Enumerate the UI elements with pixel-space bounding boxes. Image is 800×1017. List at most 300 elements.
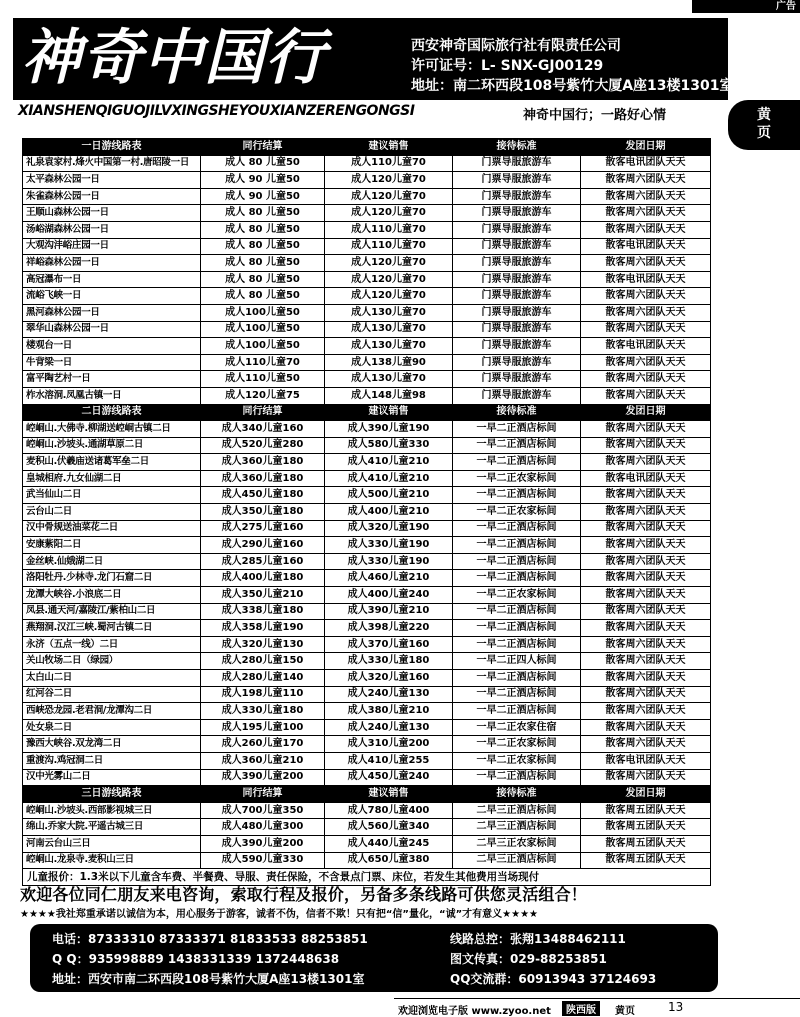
wholesale-price: 成人360儿童210 [201, 752, 325, 769]
service-standard: 一早二正酒店标间 [453, 636, 581, 653]
section-header-row [23, 786, 711, 803]
retail-price: 成人390儿童190 [325, 421, 453, 438]
route-name: 武当仙山二日 [23, 487, 201, 504]
departure-date: 散客周六团队天天 [581, 221, 711, 238]
route-name: 楼观台一日 [23, 338, 201, 355]
departure-date: 散客周六团队天天 [581, 421, 711, 438]
departure-date: 散客周六团队天天 [581, 736, 711, 753]
retail-price: 成人560儿童340 [325, 819, 453, 836]
table-row [23, 470, 711, 487]
table-row [23, 387, 711, 404]
qq-row [52, 950, 339, 967]
service-standard: 一早二正酒店标间 [453, 703, 581, 720]
wholesale-price: 成人400儿童180 [201, 570, 325, 587]
departure-date: 散客电讯团队天天 [581, 752, 711, 769]
wholesale-price: 成人 90 儿童50 [201, 172, 325, 189]
retail-price: 成人120儿童70 [325, 271, 453, 288]
footer-site: 欢迎浏览电子版 www.zyoo.net [398, 1006, 551, 1017]
table-row [23, 587, 711, 604]
table-row [23, 271, 711, 288]
route-name: 龙潭大峡谷.小浪底二日 [23, 587, 201, 604]
table-row [23, 802, 711, 819]
table-row [23, 221, 711, 238]
wholesale-price: 成人330儿童180 [201, 703, 325, 720]
route-name: 皇城相府.九女仙湖二日 [23, 470, 201, 487]
departure-date: 散客周六团队天天 [581, 620, 711, 637]
service-standard: 门票导服旅游车 [453, 338, 581, 355]
fax-value: 029-88253851 [510, 952, 607, 966]
route-name: 汉中骨规送油菜花二日 [23, 520, 201, 537]
footer-section: 黄页 [615, 1006, 635, 1017]
departure-date: 散客周六团队天天 [581, 603, 711, 620]
departure-date: 散客周六团队天天 [581, 205, 711, 222]
wholesale-price: 成人110儿童70 [201, 354, 325, 371]
route-name: 豫西大峡谷.双龙湾二日 [23, 736, 201, 753]
departure-date: 散客周六团队天天 [581, 520, 711, 537]
retail-price: 成人110儿童70 [325, 238, 453, 255]
route-name: 凤县.通天河/嘉陵江/紫柏山二日 [23, 603, 201, 620]
departure-date: 散客周六团队天天 [581, 454, 711, 471]
service-standard: 一早二正农家住宿 [453, 719, 581, 736]
retail-price: 成人110儿童70 [325, 155, 453, 172]
departure-date: 散客周六团队天天 [581, 354, 711, 371]
service-standard: 一早二正农家标间 [453, 504, 581, 521]
retail-price: 成人370儿童160 [325, 636, 453, 653]
route-table-body [23, 139, 711, 886]
departure-date: 散客周六团队天天 [581, 487, 711, 504]
retail-price: 成人650儿童380 [325, 852, 453, 869]
pinyin-bar [13, 102, 728, 124]
service-standard: 门票导服旅游车 [453, 238, 581, 255]
wholesale-price: 成人700儿童350 [201, 802, 325, 819]
retail-price: 成人310儿童200 [325, 736, 453, 753]
address-label: 地址： [52, 972, 89, 986]
table-row [23, 205, 711, 222]
retail-price: 成人120儿童70 [325, 288, 453, 305]
qq-group-label: QQ交流群： [450, 972, 519, 986]
service-standard: 一早二正农家标间 [453, 470, 581, 487]
wholesale-price: 成人100儿童50 [201, 321, 325, 338]
service-standard: 门票导服旅游车 [453, 371, 581, 388]
retail-price: 成人120儿童70 [325, 172, 453, 189]
retail-price: 成人330儿童190 [325, 537, 453, 554]
retail-price: 成人450儿童240 [325, 769, 453, 786]
phone-numbers: 87333310 87333371 81833533 88253851 [88, 932, 368, 946]
departure-date: 散客周六团队天天 [581, 653, 711, 670]
departure-date: 散客周六团队天天 [581, 719, 711, 736]
route-name: 燕翔洞.汉江三峡.蜀河古镇二日 [23, 620, 201, 637]
departure-date: 散客周六团队天天 [581, 570, 711, 587]
child-price-note: 儿童报价：1.3米以下儿童含车费、半餐费、导服、责任保险，不含景点门票、床位，若发生其他费用当场现付 [23, 869, 711, 886]
service-standard: 二早三正酒店标间 [453, 802, 581, 819]
retail-price: 成人110儿童70 [325, 221, 453, 238]
table-row [23, 155, 711, 172]
fax-row [450, 950, 607, 967]
phone-row [52, 930, 368, 947]
departure-date: 散客电讯团队天天 [581, 470, 711, 487]
route-name: 崆峒山.沙坡头.西部影视城三日 [23, 802, 201, 819]
route-name: 崆峒山.大佛寺.柳湖送崆峒古镇二日 [23, 421, 201, 438]
route-name: 富平陶艺村一日 [23, 371, 201, 388]
route-name: 崆峒山.龙泉寺.麦积山三日 [23, 852, 201, 869]
service-standard: 门票导服旅游车 [453, 354, 581, 371]
service-standard: 门票导服旅游车 [453, 271, 581, 288]
service-standard: 门票导服旅游车 [453, 172, 581, 189]
table-row [23, 520, 711, 537]
column-header: 同行结算 [201, 786, 325, 803]
retail-price: 成人398儿童220 [325, 620, 453, 637]
service-standard: 一早二正酒店标间 [453, 603, 581, 620]
retail-price: 成人440儿童245 [325, 835, 453, 852]
wholesale-price: 成人480儿童300 [201, 819, 325, 836]
service-standard: 一早二正农家标间 [453, 736, 581, 753]
column-header: 同行结算 [201, 139, 325, 156]
table-row [23, 354, 711, 371]
table-row [23, 852, 711, 869]
wholesale-price: 成人390儿童200 [201, 769, 325, 786]
table-row [23, 670, 711, 687]
route-name: 柞水溶洞.凤凰古镇一日 [23, 387, 201, 404]
service-standard: 门票导服旅游车 [453, 155, 581, 172]
service-standard: 一早二正酒店标间 [453, 686, 581, 703]
route-name: 安康紫阳二日 [23, 537, 201, 554]
route-name: 高冠瀑布一日 [23, 271, 201, 288]
table-row [23, 255, 711, 272]
route-name: 关山牧场二日（绿园） [23, 653, 201, 670]
service-standard: 一早二正酒店标间 [453, 537, 581, 554]
departure-date: 散客周六团队天天 [581, 255, 711, 272]
service-standard: 门票导服旅游车 [453, 255, 581, 272]
route-name: 大观沟沣峪庄园一日 [23, 238, 201, 255]
column-header: 接待标准 [453, 786, 581, 803]
tab-char: 页 [757, 125, 771, 141]
wholesale-price: 成人280儿童150 [201, 653, 325, 670]
motto-text: ★★★★我社郑重承诺以诚信为本，用心服务于游客，诚者不伪，信者不欺！只有把“信”量化，“诚”才有意义★★★★ [20, 909, 539, 920]
departure-date: 散客周六团队天天 [581, 769, 711, 786]
table-row [23, 537, 711, 554]
retail-price: 成人130儿童70 [325, 371, 453, 388]
departure-date: 散客周六团队天天 [581, 587, 711, 604]
wholesale-price: 成人 80 儿童50 [201, 271, 325, 288]
route-name: 太平森林公园一日 [23, 172, 201, 189]
departure-date: 散客周六团队天天 [581, 504, 711, 521]
route-name: 王顺山森林公园一日 [23, 205, 201, 222]
wholesale-price: 成人320儿童130 [201, 636, 325, 653]
wholesale-price: 成人340儿童160 [201, 421, 325, 438]
wholesale-price: 成人275儿童160 [201, 520, 325, 537]
table-row [23, 752, 711, 769]
column-header: 建议销售 [325, 139, 453, 156]
yellow-pages-tab [728, 100, 800, 150]
contact-box [30, 924, 718, 992]
retail-price: 成人148儿童98 [325, 387, 453, 404]
column-header: 建议销售 [325, 786, 453, 803]
departure-date: 散客周六团队天天 [581, 188, 711, 205]
retail-price: 成人120儿童70 [325, 205, 453, 222]
wholesale-price: 成人100儿童50 [201, 338, 325, 355]
retail-price: 成人320儿童160 [325, 670, 453, 687]
company-name: 西安神奇国际旅行社有限责任公司 [411, 38, 621, 54]
table-row [23, 620, 711, 637]
departure-date: 散客周五团队天天 [581, 802, 711, 819]
table-row [23, 238, 711, 255]
service-standard: 门票导服旅游车 [453, 288, 581, 305]
departure-date: 散客周五团队天天 [581, 852, 711, 869]
page-number: 13 [668, 1000, 684, 1014]
section-header-row [23, 404, 711, 421]
qq-numbers: 935998889 1438331339 1372448638 [88, 952, 340, 966]
route-name: 祥峪森林公园一日 [23, 255, 201, 272]
route-name: 红河谷二日 [23, 686, 201, 703]
tab-char: 黄 [757, 107, 771, 123]
column-header: 三日游线路表 [23, 786, 201, 803]
license-number: 许可证号：L- SNX-GJ00129 [411, 58, 604, 74]
table-row [23, 819, 711, 836]
departure-date: 散客周六团队天天 [581, 670, 711, 687]
departure-date: 散客周六团队天天 [581, 172, 711, 189]
route-name: 处女泉二日 [23, 719, 201, 736]
service-standard: 门票导服旅游车 [453, 188, 581, 205]
route-name: 流峪飞峡一日 [23, 288, 201, 305]
wholesale-price: 成人450儿童180 [201, 487, 325, 504]
departure-date: 散客周五团队天天 [581, 835, 711, 852]
column-header: 建议销售 [325, 404, 453, 421]
table-row [23, 304, 711, 321]
route-name: 绵山.乔家大院.平遥古城三日 [23, 819, 201, 836]
service-standard: 一早二正四人标间 [453, 653, 581, 670]
table-row [23, 188, 711, 205]
qq-group-value: 60913943 37124693 [518, 972, 657, 986]
wholesale-price: 成人 80 儿童50 [201, 288, 325, 305]
table-row [23, 736, 711, 753]
route-name: 西峡恐龙园.老君洞/龙潭沟二日 [23, 703, 201, 720]
table-row [23, 603, 711, 620]
retail-price: 成人120儿童70 [325, 255, 453, 272]
retail-price: 成人400儿童210 [325, 504, 453, 521]
company-info [411, 36, 734, 96]
service-standard: 门票导服旅游车 [453, 304, 581, 321]
table-row [23, 835, 711, 852]
retail-price: 成人240儿童130 [325, 719, 453, 736]
wholesale-price: 成人520儿童280 [201, 437, 325, 454]
departure-date: 散客周六团队天天 [581, 387, 711, 404]
service-standard: 门票导服旅游车 [453, 221, 581, 238]
route-name: 麦积山.伏羲庙送诸葛军垒二日 [23, 454, 201, 471]
departure-date: 散客周六团队天天 [581, 686, 711, 703]
service-standard: 二早三正酒店标间 [453, 852, 581, 869]
wholesale-price: 成人290儿童160 [201, 537, 325, 554]
wholesale-price: 成人260儿童170 [201, 736, 325, 753]
wholesale-price: 成人 80 儿童50 [201, 221, 325, 238]
table-row [23, 288, 711, 305]
departure-date: 散客周六团队天天 [581, 636, 711, 653]
retail-price: 成人330儿童180 [325, 653, 453, 670]
departure-date: 散客周六团队天天 [581, 537, 711, 554]
column-header: 一日游线路表 [23, 139, 201, 156]
table-row [23, 653, 711, 670]
route-name: 牛背梁一日 [23, 354, 201, 371]
service-standard: 二早三正农家标间 [453, 835, 581, 852]
retail-price: 成人410儿童255 [325, 752, 453, 769]
table-row [23, 769, 711, 786]
brand-logo: 神奇中国行 [21, 23, 326, 93]
retail-price: 成人320儿童190 [325, 520, 453, 537]
route-name: 重渡沟.鸡冠洞二日 [23, 752, 201, 769]
manager-label: 线路总控： [450, 932, 511, 946]
wholesale-price: 成人590儿童330 [201, 852, 325, 869]
departure-date: 散客电讯团队天天 [581, 155, 711, 172]
service-standard: 一早二正酒店标间 [453, 670, 581, 687]
table-row [23, 321, 711, 338]
route-name: 汤峪湖森林公园一日 [23, 221, 201, 238]
slogan: 神奇中国行；一路好心情 [523, 108, 667, 123]
fax-label: 图文传真： [450, 952, 511, 966]
wholesale-price: 成人350儿童180 [201, 504, 325, 521]
wholesale-price: 成人120儿童75 [201, 387, 325, 404]
table-row [23, 686, 711, 703]
company-address: 地址：南二环西段108号紫竹大厦A座13楼1301室 [411, 78, 734, 94]
service-standard: 一早二正酒店标间 [453, 487, 581, 504]
wholesale-price: 成人390儿童200 [201, 835, 325, 852]
departure-date: 散客电讯团队天天 [581, 271, 711, 288]
wholesale-price: 成人 80 儿童50 [201, 238, 325, 255]
header-banner [13, 18, 734, 100]
departure-date: 散客周五团队天天 [581, 819, 711, 836]
table-row [23, 421, 711, 438]
column-header: 二日游线路表 [23, 404, 201, 421]
retail-price: 成人580儿童330 [325, 437, 453, 454]
service-standard: 二早三正酒店标间 [453, 819, 581, 836]
page-footer [0, 998, 800, 1017]
wholesale-price: 成人110儿童50 [201, 371, 325, 388]
wholesale-price: 成人 80 儿童50 [201, 205, 325, 222]
wholesale-price: 成人285儿童160 [201, 553, 325, 570]
ad-tag: 广告 [692, 0, 800, 13]
address-row [52, 970, 364, 987]
retail-price: 成人330儿童190 [325, 553, 453, 570]
route-name: 河南云台山三日 [23, 835, 201, 852]
departure-date: 散客周六团队天天 [581, 703, 711, 720]
route-name: 崆峒山.沙坡头.通湖草原二日 [23, 437, 201, 454]
service-standard: 一早二正酒店标间 [453, 421, 581, 438]
section-header-row [23, 139, 711, 156]
service-standard: 门票导服旅游车 [453, 387, 581, 404]
wholesale-price: 成人360儿童180 [201, 470, 325, 487]
retail-price: 成人138儿童90 [325, 354, 453, 371]
retail-price: 成人780儿童400 [325, 802, 453, 819]
retail-price: 成人390儿童210 [325, 603, 453, 620]
route-name: 黑河森林公园一日 [23, 304, 201, 321]
departure-date: 散客电讯团队天天 [581, 238, 711, 255]
service-standard: 门票导服旅游车 [453, 205, 581, 222]
service-standard: 一早二正酒店标间 [453, 437, 581, 454]
address-value: 西安市南二环西段108号紫竹大厦A座13楼1301室 [88, 972, 365, 986]
retail-price: 成人410儿童210 [325, 454, 453, 471]
wholesale-price: 成人338儿童180 [201, 603, 325, 620]
route-name: 朱雀森林公园一日 [23, 188, 201, 205]
service-standard: 一早二正酒店标间 [453, 520, 581, 537]
service-standard: 一早二正酒店标间 [453, 769, 581, 786]
departure-date: 散客电讯团队天天 [581, 338, 711, 355]
retail-price: 成人410儿童210 [325, 470, 453, 487]
retail-price: 成人130儿童70 [325, 304, 453, 321]
wholesale-price: 成人358儿童190 [201, 620, 325, 637]
table-row [23, 636, 711, 653]
service-standard: 一早二正酒店标间 [453, 553, 581, 570]
departure-date: 散客周六团队天天 [581, 304, 711, 321]
route-name: 翠华山森林公园一日 [23, 321, 201, 338]
retail-price: 成人400儿童240 [325, 587, 453, 604]
footer-divider [394, 998, 800, 999]
service-standard: 门票导服旅游车 [453, 321, 581, 338]
table-row [23, 719, 711, 736]
table-row [23, 570, 711, 587]
column-header: 发团日期 [581, 786, 711, 803]
route-name: 洛阳牡丹.少林寺.龙门石窟二日 [23, 570, 201, 587]
table-row [23, 504, 711, 521]
column-header: 发团日期 [581, 404, 711, 421]
qq-group-row [450, 970, 656, 987]
route-name: 云台山二日 [23, 504, 201, 521]
retail-price: 成人380儿童210 [325, 703, 453, 720]
route-name: 金丝峡.仙娥湖二日 [23, 553, 201, 570]
table-row [23, 371, 711, 388]
wholesale-price: 成人350儿童210 [201, 587, 325, 604]
column-header: 接待标准 [453, 404, 581, 421]
retail-price: 成人130儿童70 [325, 321, 453, 338]
route-name: 太白山二日 [23, 670, 201, 687]
retail-price: 成人120儿童70 [325, 188, 453, 205]
retail-price: 成人130儿童70 [325, 338, 453, 355]
company-pinyin: XIANSHENQIGUOJILVXINGSHEYOUXIANZERENGONGSI [18, 103, 415, 119]
wholesale-price: 成人360儿童180 [201, 454, 325, 471]
wholesale-price: 成人 80 儿童50 [201, 155, 325, 172]
column-header: 同行结算 [201, 404, 325, 421]
route-table [22, 138, 711, 886]
service-standard: 一早二正农家标间 [453, 752, 581, 769]
service-standard: 一早二正酒店标间 [453, 454, 581, 471]
table-row [23, 553, 711, 570]
phone-label: 电话： [52, 932, 89, 946]
departure-date: 散客周六团队天天 [581, 321, 711, 338]
manager-value: 张翔13488462111 [510, 932, 626, 946]
table-row [23, 437, 711, 454]
service-standard: 一早二正酒店标间 [453, 570, 581, 587]
wholesale-price: 成人 80 儿童50 [201, 255, 325, 272]
wholesale-price: 成人195儿童100 [201, 719, 325, 736]
route-name: 礼泉袁家村.烽火中国第一村.唐昭陵一日 [23, 155, 201, 172]
route-name: 永济（五点一线）二日 [23, 636, 201, 653]
service-standard: 一早二正农家标间 [453, 587, 581, 604]
departure-date: 散客周六团队天天 [581, 288, 711, 305]
wholesale-price: 成人198儿童110 [201, 686, 325, 703]
qq-label: Q Q： [52, 952, 89, 966]
wholesale-price: 成人100儿童50 [201, 304, 325, 321]
table-row [23, 338, 711, 355]
manager-row [450, 930, 626, 947]
departure-date: 散客周六团队天天 [581, 371, 711, 388]
departure-date: 散客周六团队天天 [581, 437, 711, 454]
table-row [23, 487, 711, 504]
table-row [23, 172, 711, 189]
retail-price: 成人500儿童210 [325, 487, 453, 504]
table-row [23, 703, 711, 720]
service-standard: 一早二正酒店标间 [453, 620, 581, 637]
column-header: 接待标准 [453, 139, 581, 156]
column-header: 发团日期 [581, 139, 711, 156]
footer-edition: 陕西版 [562, 1001, 600, 1016]
welcome-text: 欢迎各位同仁朋友来电咨询，索取行程及报价，另备多条线路可供您灵活组合！ [20, 885, 588, 904]
